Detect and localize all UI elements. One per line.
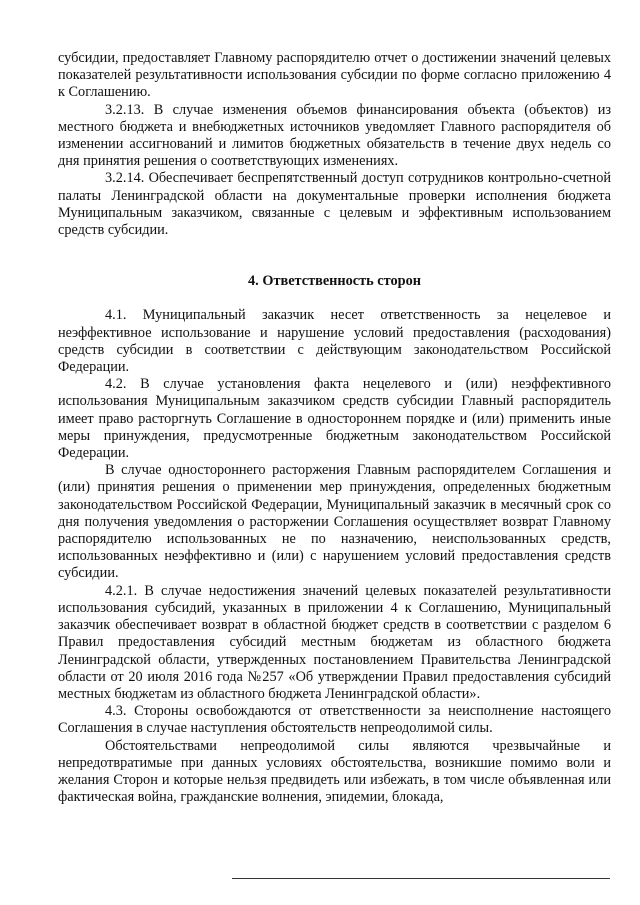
paragraph-4-2: 4.2. В случае установления факта нецелевого и (или) неэффективного использования Муниципальным заказчиком средств субсидии Главный распорядитель имеет право расторгнуть Соглашение в одностороннем порядке и (или) применить иные меры принуждения, предусмотренные бюджетным законодательством Российской Федерации. — [58, 376, 611, 462]
paragraph-unilateral-termination: В случае одностороннего расторжения Главным распорядителем Соглашения и (или) принятия решения о применении мер принуждения, определенных бюджетным законодательством Российской Федерации, Муниципальный заказчик в месячный срок со дня получения уведомления о расторжении Соглашения осуществляет возврат Главному распорядителю использованных не по назначению, неиспользованных средств, использованных неэффективно и (или) с нарушением условий предоставления средств субсидии. — [58, 462, 611, 582]
paragraph-force-majeure: Обстоятельствами непреодолимой силы являются чрезвычайные и непредотвратимые при данных условиях обстоятельства, возникшие помимо воли и желания Сторон и которые нельзя предвидеть или избежать, в том числе объявленная или фактическая война, гражданские волнения, эпидемии, блокада, — [58, 737, 611, 806]
document-page — [58, 50, 611, 806]
footer-divider — [232, 878, 610, 879]
paragraph-continuation: субсидии, предоставляет Главному распорядителю отчет о достижении значений целевых показателей результативности использования субсидии по форме согласно приложению 4 к Соглашению. — [58, 50, 611, 101]
paragraph-4-3: 4.3. Стороны освобождаются от ответственности за неисполнение настоящего Соглашения в случае наступления обстоятельств непреодолимой силы. — [58, 703, 611, 737]
paragraph-3-2-14: 3.2.14. Обеспечивает беспрепятственный доступ сотрудников контрольно-счетной палаты Ленинградской области на документальные проверки исполнения бюджета Муниципальным заказчиком, связанные с целевым и эффективным использованием средств субсидии. — [58, 170, 611, 239]
section-heading: 4. Ответственность сторон — [248, 273, 421, 290]
paragraph-4-1: 4.1. Муниципальный заказчик несет ответственность за нецелевое и неэффективное использование и нарушение условий предоставления (расходования) средств субсидии в соответствии с действующим законодательством Российской Федерации. — [58, 307, 611, 376]
paragraph-4-2-1: 4.2.1. В случае недостижения значений целевых показателей результативности использования субсидий, указанных в приложении 4 к Соглашению, Муниципальный заказчик обеспечивает возврат в областной бюджет средств в соответствии с разделом 6 Правил предоставления субсидий местным бюджетам из областного бюджета Ленинградской области, утвержденных постановлением Правительства Ленинградской области от 20 июля 2016 года №257 «Об утверждении Правил предоставления субсидий местных бюджетам из областного бюджета Ленинградской области». — [58, 582, 611, 702]
paragraph-3-2-13: 3.2.13. В случае изменения объемов финансирования объекта (объектов) из местного бюджета и внебюджетных источников уведомляет Главного распорядителя об изменении ассигнований и лимитов бюджетных обязательств в течение двух недель со дня принятия решения о соответствующих изменениях. — [58, 101, 611, 170]
